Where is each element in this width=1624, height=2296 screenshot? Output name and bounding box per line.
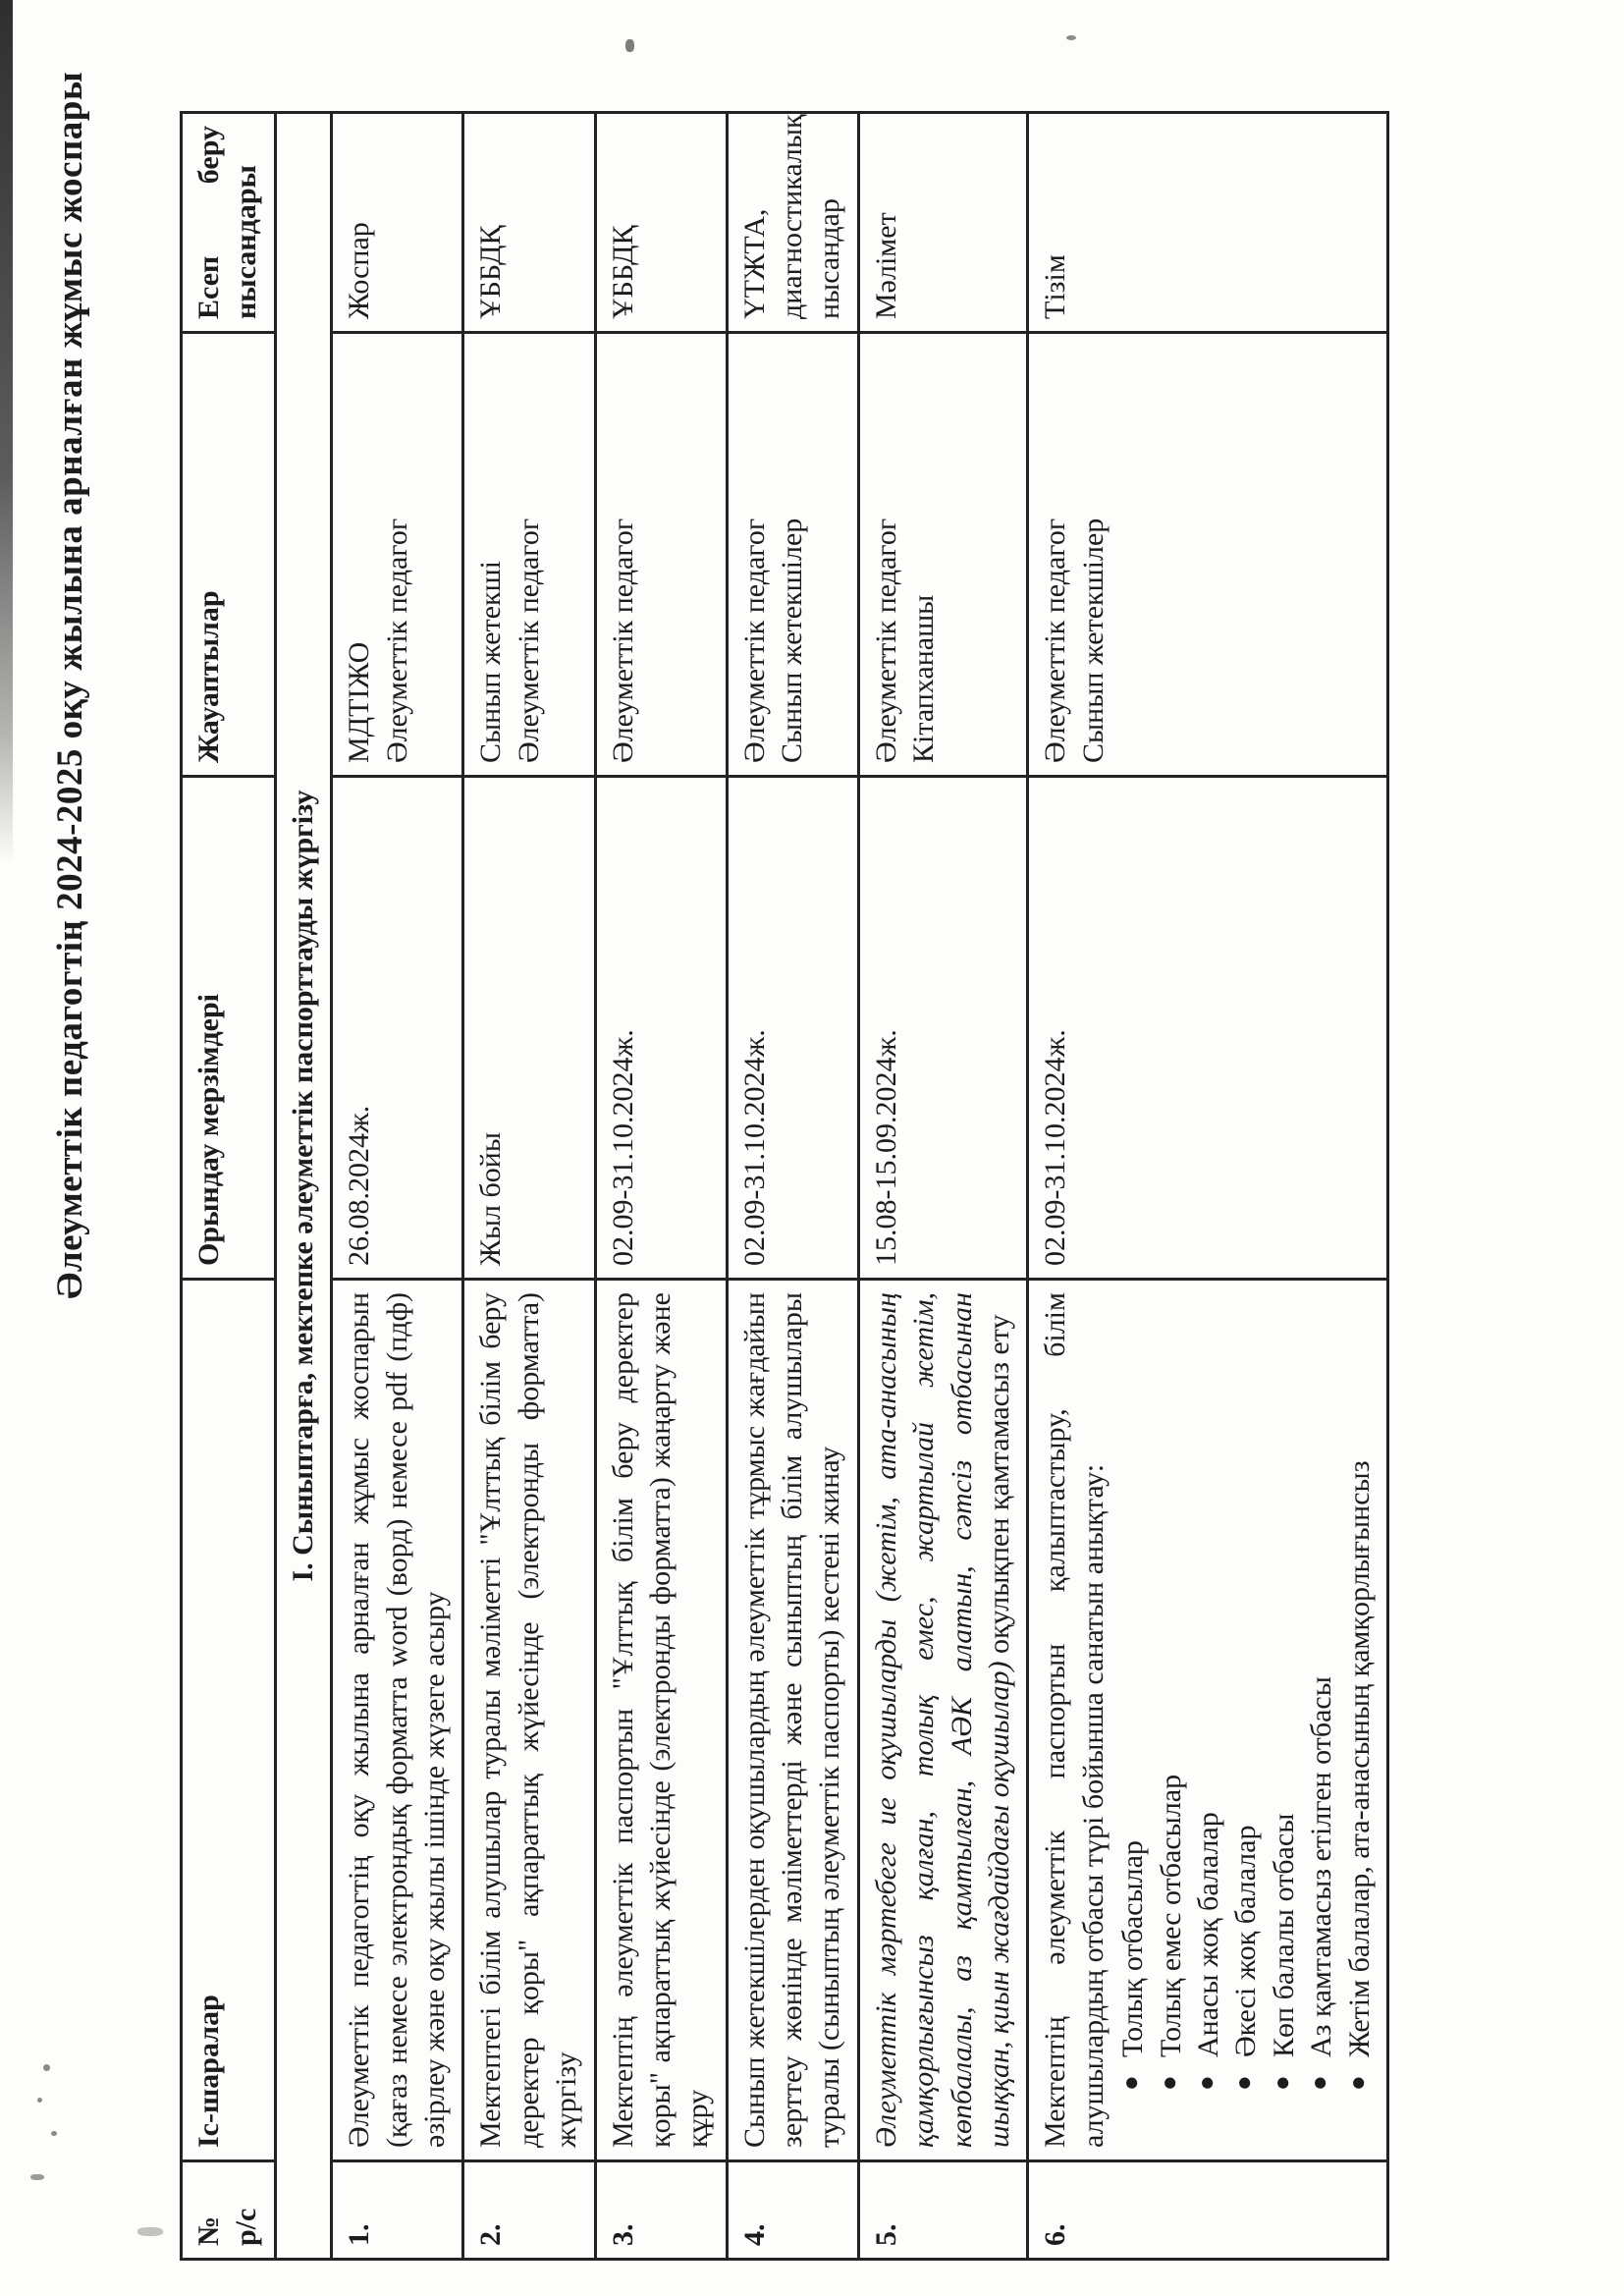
- responsible-line: Кітапханашы: [907, 594, 941, 763]
- bullet-icon: ●: [1342, 2075, 1372, 2091]
- bullet-icon: ●: [1305, 2075, 1334, 2091]
- activity-cell: Әлеуметтік педагогтің оқу жылына арналған жұмыс жоспарын (қағаз немесе электрондық форматта word (ворд) немесе pdf (пдф) әзірлеу және оқу жылы ішінде жүзеге асыру: [332, 1280, 463, 2161]
- activity-cell: Мектептің әлеуметтік паспортын "Ұлттық білім беру деректер қоры" ақпараттық жүйесінде (электронды форматта) жаңарту және құру: [595, 1280, 727, 2161]
- header-activity: Іс-шаралар: [182, 1280, 276, 2161]
- responsible-cell: [332, 333, 463, 777]
- table-row: [858, 113, 1028, 2260]
- responsible-line: Әлеуметтік педагог: [606, 518, 639, 763]
- list-item: ● Көп балалы отбасы: [1266, 1292, 1303, 2148]
- activity-cell: [1028, 1280, 1388, 2161]
- row-number: 6.: [1028, 2161, 1388, 2260]
- responsible-line: Сынып жетекші: [474, 560, 508, 763]
- table-row: [595, 113, 727, 2260]
- activity-intro: Мектептің әлеуметтік паспортын қалыптастыру, білім алушылардың отбасы түрі бойынша санатын анықтау:: [1039, 1292, 1110, 2148]
- responsible-line: МДТІЖО: [343, 641, 376, 763]
- table-row: [463, 113, 595, 2260]
- responsible-cell: [858, 333, 1028, 777]
- table-row: [332, 113, 463, 2260]
- scan-speck: [625, 39, 634, 52]
- responsible-line: Әлеуметтік педагог: [512, 518, 545, 763]
- activity-cell: [858, 1280, 1028, 2161]
- table-row: [727, 113, 858, 2260]
- bullet-icon: ●: [1267, 2075, 1296, 2091]
- header-report: [182, 113, 276, 333]
- bullet-icon: ●: [1229, 2075, 1259, 2091]
- table-header-row: [182, 113, 276, 2260]
- scan-speck: [30, 2174, 44, 2180]
- scan-speck: [37, 2098, 42, 2103]
- header-responsible: Жауаптылар: [182, 333, 276, 777]
- row-number: 2.: [463, 2161, 595, 2260]
- report-cell: ҰББДҚ: [463, 113, 595, 333]
- deadline-cell: 02.09-31.10.2024ж.: [727, 777, 858, 1280]
- row-number: 3.: [595, 2161, 727, 2260]
- section-header-row: [275, 113, 331, 2260]
- list-item: ● Жетім балалар, ата-анасының қамқорлығынсыз: [1341, 1292, 1379, 2148]
- section-title: I. Сыныптарға, мектепке әлеуметтік паспорттауды жүргізу: [275, 113, 331, 2260]
- responsible-line: Сынып жетекшілер: [1076, 518, 1110, 763]
- report-cell: Тізім: [1028, 113, 1388, 333]
- header-num-line1: №: [192, 2215, 225, 2246]
- header-deadline: Орындау мерзімдері: [182, 777, 276, 1280]
- activity-cell: Сынып жетекшілерден оқушылардың әлеуметтік тұрмыс жағдайын зерттеу жөнінде мәліметтерді және сыныптың білім алушылары туралы (сыныптың әлеуметтік паспорты) кестені жинау: [727, 1280, 858, 2161]
- report-cell: Мәлімет: [858, 113, 1028, 333]
- table-row: [1028, 113, 1388, 2260]
- list-item: ● Аз қамтамасыз етілген отбасы: [1303, 1292, 1340, 2148]
- list-item: ● Толық емес отбасылар: [1153, 1292, 1190, 2148]
- header-num-line2: р/с: [230, 2208, 263, 2246]
- deadline-cell: Жыл бойы: [463, 777, 595, 1280]
- bullet-icon: ●: [1154, 2075, 1183, 2091]
- scan-edge-shadow: [0, 0, 13, 864]
- scan-speck: [51, 2131, 57, 2136]
- report-cell: Жоспар: [332, 113, 463, 333]
- scan-speck: [43, 2064, 50, 2071]
- activity-plain-text: оқулықпен қамтамасыз ету: [983, 1314, 1016, 1655]
- deadline-cell: 02.09-31.10.2024ж.: [1028, 777, 1388, 1280]
- header-num: [182, 2161, 276, 2260]
- header-report-line2: нысандары: [230, 165, 263, 319]
- responsible-cell: [727, 333, 858, 777]
- activity-cell: Мектептегі білім алушылар туралы мәліметті "Ұлттық білім беру деректер қоры" ақпараттық жүйесінде (электронды форматта) жүргізу: [463, 1280, 595, 2161]
- bullet-icon: ●: [1191, 2075, 1220, 2091]
- scan-speck: [1066, 35, 1076, 40]
- responsible-cell: [1028, 333, 1388, 777]
- responsible-line: Әлеуметтік педагог: [1039, 518, 1072, 763]
- row-number: 1.: [332, 2161, 463, 2260]
- responsible-line: Әлеуметтік педагог: [869, 518, 902, 763]
- row-number: 5.: [858, 2161, 1028, 2260]
- list-item: ● Анасы жоқ балалар: [1190, 1292, 1227, 2148]
- activity-italic-text: Әлеуметтік мәртебеге ие оқушыларды (жетім, ата-анасының қамқорлығынсыз қалған, толық емес, жартылай жетім, көпбалалы, аз қамтылған, АӘК алатын, сәтсіз отбасынан шыққан, қиын жағдайдағы оқушылар): [869, 1292, 1016, 2148]
- row-number: 4.: [727, 2161, 858, 2260]
- list-item: ● Әкесі жоқ балалар: [1227, 1292, 1265, 2148]
- responsible-line: Сынып жетекшілер: [776, 518, 809, 763]
- responsible-line: Әлеуметтік педагог: [737, 518, 771, 763]
- responsible-line: Әлеуметтік педагог: [380, 518, 413, 763]
- bullet-icon: ●: [1116, 2075, 1146, 2091]
- document-title: Әлеуметтік педагогтің 2024-2025 оқу жылына арналған жұмыс жоспары: [50, 71, 90, 1299]
- deadline-cell: 15.08-15.09.2024ж.: [858, 777, 1028, 1280]
- family-category-list: [1114, 1292, 1379, 2148]
- responsible-cell: [463, 333, 595, 777]
- scan-speck: [137, 2227, 163, 2236]
- header-report-line1: Есеп беру: [192, 126, 225, 319]
- report-cell: ҮТЖТА, диагностикалық нысандар: [727, 113, 858, 333]
- deadline-cell: 02.09-31.10.2024ж.: [595, 777, 727, 1280]
- work-plan-table: [180, 111, 1389, 2261]
- report-cell: ҰББДҚ: [595, 113, 727, 333]
- responsible-cell: [595, 333, 727, 777]
- list-item: ● Толық отбасылар: [1114, 1292, 1152, 2148]
- deadline-cell: 26.08.2024ж.: [332, 777, 463, 1280]
